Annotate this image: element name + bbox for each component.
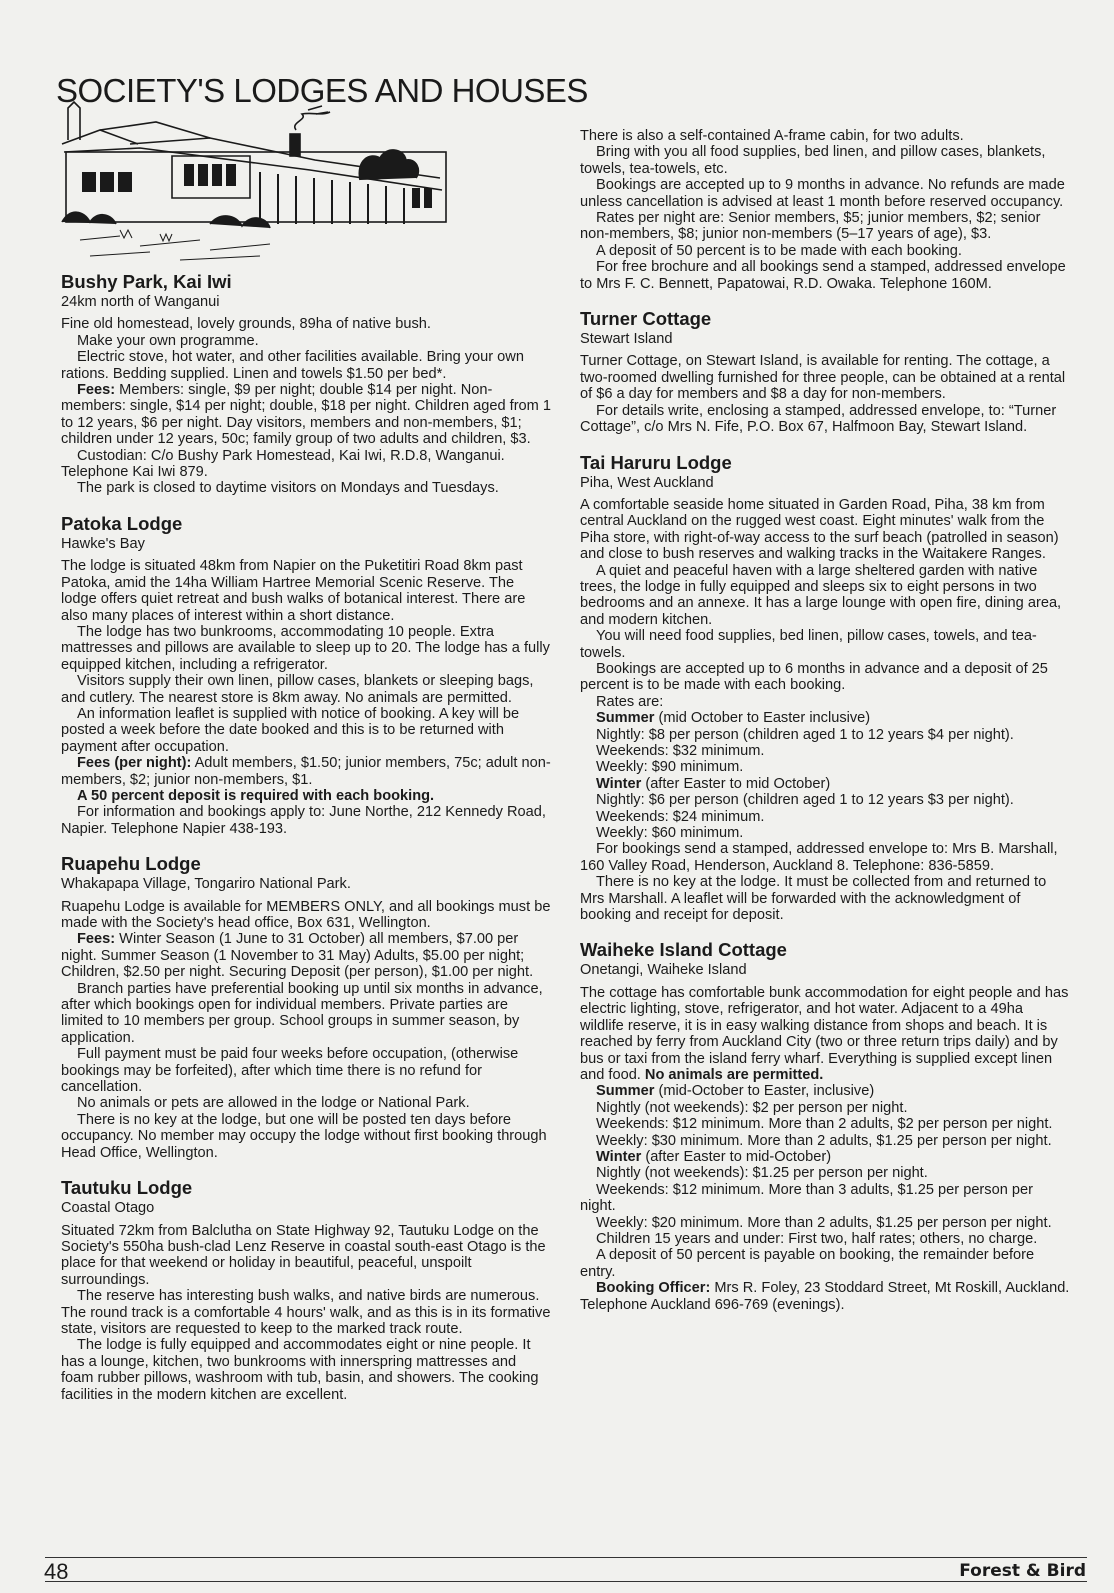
bold-lead: Fees: [77,382,116,399]
paragraph-text: Rates are: [596,693,664,710]
section-subtitle: Stewart Island [580,331,673,348]
paragraph-text: There is no key at the lodge, but one will be posted ten days before occupancy. No member may occupy the lodge without first booking through Head Office, Wellington. [61,1111,547,1161]
paragraph-text: For bookings send a stamped, addressed envelope to: Mrs B. Marshall, 160 Valley Road, Henderson, Auckland 8. Telephone: 836-5859. [580,841,1058,874]
paragraph [580,1083,1070,1099]
paragraph [61,333,551,349]
section-title: Tai Haruru Lodge [580,451,732,473]
paragraph-text: (mid October to Easter inclusive) [654,710,871,727]
paragraph-text: Weekly: $90 minimum. [596,759,744,776]
lodge-section [580,939,1070,1313]
lodge-section [580,452,1070,924]
paragraph-text: For free brochure and all bookings send a stamped, addressed envelope to Mrs F. C. Bennett, Papatowai, R.D. Owaka. Telephone 160M. [580,259,1066,292]
paragraph [580,743,1070,759]
paragraph [61,673,551,706]
paragraph-text: Weekends: $24 minimum. [596,808,765,825]
paragraph [580,177,1070,210]
bold-lead: Summer [596,1083,655,1100]
paragraph [61,1223,551,1289]
paragraph [580,792,1070,808]
paragraph [580,210,1070,243]
paragraph-text: Bookings are accepted up to 6 months in advance and a deposit of 25 percent is to be made with each booking. [580,660,1048,694]
paragraph [61,1337,551,1403]
paragraph-text: Full payment must be paid four weeks before occupation, (otherwise bookings may be forfeited), after which time there is no refund for cancellation. [61,1046,519,1096]
lodge-section [61,271,551,497]
paragraph-text: Nightly (not weekends): $1.25 per person per night. [596,1165,928,1182]
lodge-section [61,513,551,837]
paragraph [580,759,1070,775]
section-subtitle: Hawke's Bay [61,535,145,552]
bold-lead: Fees: [77,931,116,948]
paragraph [61,1095,551,1111]
section-title: Bushy Park, Kai Iwi [61,271,232,292]
paragraph [580,259,1070,292]
left-column [61,271,551,1419]
paragraph-text: Weekly: $60 minimum. [596,825,744,842]
paragraph-text: Nightly: $6 per person (children aged 1 to 12 years $3 per night). [596,792,1014,809]
paragraph [580,776,1070,792]
section-title: Tautuku Lodge [61,1177,193,1199]
paragraph-text: (after Easter to mid-October) [641,1148,832,1165]
footer-rule-top [45,1557,1087,1558]
paragraph-text: The lodge is situated 48km from Napier on the Puketitiri Road 8km past Patoka, amid the 14ha William Hartree Memorial Scenic Reserve. The lodge offers quiet retreat and bush walks of botanical interest. There are also many places of interest within a short distance. [61,558,526,624]
section-title: Turner Cottage [580,308,712,330]
bold-lead: Fees (per night): [77,755,192,772]
bold-lead: Winter [596,775,642,792]
page-title: SOCIETY'S LODGES AND HOUSES [56,72,588,110]
paragraph [580,661,1070,694]
paragraph [580,727,1070,743]
paragraph [580,353,1070,402]
paragraph [61,624,551,673]
paragraph-text: Visitors supply their own linen, pillow cases, blankets or sleeping bags, and cutlery. The nearest store is 8km away. No animals are permitted. [61,673,534,706]
paragraph-text: Electric stove, hot water, and other facilities available. Bring your own rations. Bedding supplied. Linen and towels $1.50 per bed*. [61,349,524,382]
paragraph-text: Fine old homestead, lovely grounds, 89ha of native bush. [61,316,431,333]
section-subtitle: Whakapapa Village, Tongariro National Park. [61,876,351,893]
magazine-name: Forest & Bird [959,1561,1086,1581]
paragraph [580,1133,1070,1149]
paragraph-text: A quiet and peaceful haven with a large sheltered garden with native trees, the lodge in fully equipped and sleeps six to eight persons in two bedrooms and an annexe. It has a large lounge with open fire, dining area, and modern kitchen. [580,562,1062,628]
paragraph-text: The lodge has two bunkrooms, accommodating 10 people. Extra mattresses and pillows are available to sleep up to 20. The lodge has a fully equipped kitchen, including a refrigerator. [61,623,550,673]
paragraph [61,558,551,624]
paragraph-text: Members: single, $9 per night; double $14 per night. Non-members: single, $14 per night; double, $18 per night. Children aged from 1 to 12 years, $6 per night. Day visitors, members and non-members, $1; children under 12 years, 50c; family group of two adults and children, $3. [61,382,551,448]
paragraph-text: Mrs R. Foley, 23 Stoddard Street, Mt Roskill, Auckland. Telephone Auckland 696-769 (evenings). [580,1280,1070,1313]
section-subtitle: 24km north of Wanganui [61,294,220,310]
paragraph [61,788,551,804]
bold-tail: No animals are permitted. [644,1066,824,1083]
paragraph-text: Weekends: $12 minimum. More than 2 adults, $2 per person per night. [596,1116,1053,1133]
paragraph [580,128,1070,144]
paragraph-text: Weekly: $20 minimum. More than 2 adults, $1.25 per person per night. [596,1214,1052,1231]
paragraph-text: Adult members, $1.50; junior members, 75c; adult non-members, $2; junior non-members, $1. [61,755,551,788]
paragraph-text: There is also a self-contained A-frame cabin, for two adults. [580,128,964,144]
paragraph-text: Weekends: $12 minimum. More than 3 adults, $1.25 per person per night. [580,1181,1033,1215]
paragraph-text: Weekends: $32 minimum. [596,743,765,759]
paragraph [61,981,551,1047]
lodge-section [580,128,1070,292]
paragraph [61,480,551,496]
paragraph [580,1100,1070,1116]
paragraph [61,706,551,755]
paragraph [580,497,1070,563]
page-number: 48 [44,1559,69,1584]
paragraph-text: Children 15 years and under: First two, half rates; others, no charge. [596,1230,1038,1247]
lodge-section [61,853,551,1161]
paragraph [580,694,1070,710]
paragraph-text: Branch parties have preferential booking up until six months in advance, after which bookings open for individual members. Private parties are limited to 10 members per group. School groups in summer season, by application. [61,980,543,1046]
paragraph-text: Weekly: $30 minimum. More than 2 adults, $1.25 per person per night. [596,1132,1052,1149]
paragraph-text: A deposit of 50 percent is to be made with each booking. [596,242,962,259]
section-title: Ruapehu Lodge [61,853,201,875]
paragraph [580,809,1070,825]
paragraph-text: Bookings are accepted up to 9 months in advance. No refunds are made unless cancellation is advised at least 1 month before reserved occupancy. [580,177,1065,210]
paragraph-text: (after Easter to mid October) [641,775,831,792]
paragraph [61,899,551,932]
paragraph-text: Bring with you all food supplies, bed linen, and pillow cases, blankets, towels, tea-towels, etc. [580,144,1046,177]
bold-lead: A 50 percent deposit is required with each booking. [77,787,435,804]
right-column [580,128,1070,1329]
paragraph [580,144,1070,177]
paragraph-text: For details write, enclosing a stamped, addressed envelope, to: “Turner Cottage”, c/o Mrs N. Fife, P.O. Box 67, Halfmoon Bay, Stewart Island. [580,402,1057,436]
paragraph [61,1112,551,1161]
paragraph-text: The lodge is fully equipped and accommodates eight or nine people. It has a lounge, kitchen, two bunkrooms with innerspring mattresses and foam rubber pillows, washroom with tub, basin, and showers. The cooking facilities in the modern kitchen are excellent. [61,1337,539,1403]
paragraph-text: (mid-October to Easter, inclusive) [654,1083,875,1100]
paragraph [580,710,1070,726]
paragraph-text: The cottage has comfortable bunk accommodation for eight people and has electric lighting, stove, refrigerator, and hot water. Adjacent to a 49ha wildlife reserve, it is in easy walking distance from shops and beach. It is reached by ferry from Auckland City (two or three return trips daily) and by bus or taxi from the island ferry wharf. Everything is supplied except linen and food. [580,984,1069,1083]
paragraph [580,985,1070,1083]
paragraph [580,1231,1070,1247]
paragraph [61,448,551,481]
paragraph [580,628,1070,661]
paragraph-text: You will need food supplies, bed linen, pillow cases, towels, and tea-towels. [580,628,1037,661]
paragraph-text: Custodian: C/o Bushy Park Homestead, Kai Iwi, R.D.8, Wanganui. Telephone Kai Iwi 879. [61,447,505,481]
paragraph [61,382,551,448]
paragraph [61,755,551,788]
paragraph [580,841,1070,874]
paragraph [580,874,1070,923]
paragraph [580,1165,1070,1181]
lodge-section [580,308,1070,435]
lodge-section [61,1177,551,1403]
section-subtitle: Coastal Otago [61,1200,155,1217]
paragraph [580,243,1070,259]
paragraph [61,316,551,332]
paragraph [580,825,1070,841]
paragraph [580,563,1070,629]
paragraph [61,349,551,382]
paragraph-text: Nightly (not weekends): $2 per person per night. [596,1099,908,1116]
paragraph-text: No animals or pets are allowed in the lodge or National Park. [77,1095,470,1112]
paragraph [580,1116,1070,1132]
section-subtitle: Onetangi, Waiheke Island [580,962,747,979]
paragraph [61,931,551,980]
bold-lead: Booking Officer: [596,1280,711,1297]
paragraph-text: A deposit of 50 percent is payable on booking, the remainder before entry. [580,1247,1035,1280]
paragraph-text: The reserve has interesting bush walks, and native birds are numerous. The round track is a comfortable 4 hours' walk, and as this is in its formative state, visitors are requested to keep to the marked track route. [61,1288,551,1337]
paragraph-text: Winter Season (1 June to 31 October) all members, $7.00 per night. Summer Season (1 November to 31 May) Adults, $5.00 per night; Children, $2.50 per night. Securing Deposit (per person), $1.00 per night. [61,931,534,981]
paragraph [61,804,551,837]
paragraph [61,1046,551,1095]
paragraph [61,1288,551,1337]
paragraph [580,1215,1070,1231]
bold-lead: Summer [596,710,655,727]
bold-lead: Winter [596,1148,642,1165]
paragraph-text: Turner Cottage, on Stewart Island, is available for renting. The cottage, a two-roomed dwelling furnished for three people, can be obtained at a rental of $6 a day for members and $8 a day for non-members. [580,353,1066,403]
paragraph [580,1280,1070,1313]
paragraph [580,1149,1070,1165]
paragraph-text: Make your own programme. [77,332,259,349]
paragraph [580,403,1070,436]
homestead-illustration [60,100,450,265]
paragraph-text: An information leaflet is supplied with notice of booking. A key will be posted a week before the date booked and this is to be returned with payment after occupation. [61,705,520,755]
paragraph-text: Rates per night are: Senior members, $5; junior members, $2; senior non-members, $8; junior non-members (5–17 years of age), $3. [580,210,1041,243]
paragraph-text: A comfortable seaside home situated in Garden Road, Piha, 38 km from central Auckland on the rugged west coast. Eight minutes' walk from the Piha store, with right-of-way access to the surf beach (patrolled in season) and close to bush reserves and walking tracks in the Waitakere Ranges. [580,496,1059,563]
section-title: Patoka Lodge [61,512,183,534]
paragraph-text: The park is closed to daytime visitors on Mondays and Tuesdays. [77,480,499,497]
paragraph [580,1247,1070,1280]
paragraph-text: There is no key at the lodge. It must be collected from and returned to Mrs Marshall. A leaflet will be forwarded with the acknowledgment of booking and receipt for deposit. [580,874,1047,924]
paragraph-text: Ruapehu Lodge is available for MEMBERS ONLY, and all bookings must be made with the Society's head office, Box 631, Wellington. [61,898,551,931]
paragraph-text: For information and bookings apply to: June Northe, 212 Kennedy Road, Napier. Telephone Napier 438-193. [61,804,546,837]
paragraph-text: Situated 72km from Balclutha on State Highway 92, Tautuku Lodge on the Society's 550ha bush-clad Lenz Reserve in coastal south-east Otago is the place for that weekend or holiday in beautiful, peaceful, unspoilt surroundings. [61,1222,546,1288]
footer-rule-bottom [45,1581,1087,1582]
paragraph-text: Nightly: $8 per person (children aged 1 to 12 years $4 per night). [596,726,1014,743]
paragraph [580,1182,1070,1215]
section-subtitle: Piha, West Auckland [580,474,714,491]
section-title: Waiheke Island Cottage [580,939,787,961]
